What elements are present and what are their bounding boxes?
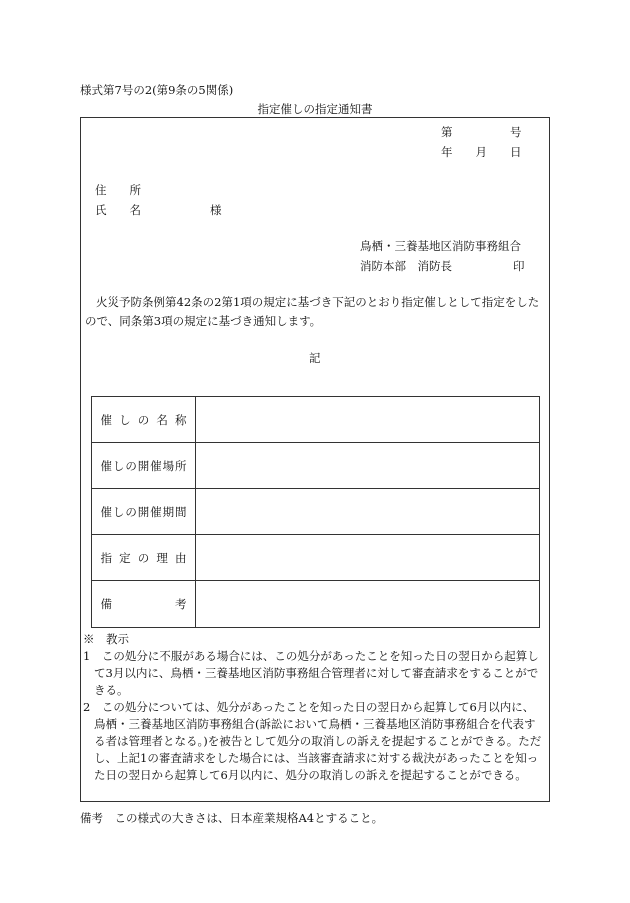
notice-item: 2 この処分については、処分があったことを知った日の翌日から起算して6月以内に、鳥栖・三養基地区消防事務組合(訴訟において鳥栖・三養基地区消防事務組合を代表する者は管理者となる。)を被告として処分の取消しの訴えを提起することができる。ただし、上記1の審査請求をした場合には、当該審査請求に対する裁決があったことを知った日の翌日から起算して6月以内に、処分の取消しの訴えを提起することができる。 xyxy=(83,700,542,782)
body-text: 火災予防条例第42条の2第1項の規定に基づき下記のとおり指定催しとして指定をしたので、同条第3項の規定に基づき通知します。 xyxy=(85,295,540,328)
address-label: 住 所 xyxy=(95,183,141,197)
ki-heading: 記 xyxy=(309,351,321,365)
details-table xyxy=(91,396,540,628)
table-row xyxy=(92,489,539,535)
row-label: 催しの開催期間 xyxy=(100,504,187,519)
issuer-title: 消防本部 消防長 xyxy=(360,259,452,273)
document-title: 指定催しの指定通知書 xyxy=(257,102,373,116)
row-label: 催しの開催場所 xyxy=(100,458,187,473)
table-row xyxy=(92,397,539,443)
table-row xyxy=(92,581,539,627)
number-label: 第 号 xyxy=(441,125,522,139)
date-label: 年 月 日 xyxy=(441,145,522,159)
recipient-name-label: 氏 名 様 xyxy=(95,203,222,217)
row-value xyxy=(196,581,539,627)
row-value xyxy=(196,535,539,580)
row-value xyxy=(196,397,539,442)
table-row xyxy=(92,443,539,489)
notice-heading: ※ 教示 xyxy=(83,632,129,646)
notice-item: 1 この処分に不服がある場合には、この処分があったことを知った日の翌日から起算して3月以内に、鳥栖・三養基地区消防事務組合管理者に対して審査請求をすることができる。 xyxy=(83,649,539,697)
row-value xyxy=(196,443,539,488)
form-reference: 様式第7号の2(第9条の5関係) xyxy=(80,83,234,97)
table-row xyxy=(92,535,539,581)
row-label: 備考 xyxy=(100,597,187,611)
seal-mark: 印 xyxy=(513,259,525,273)
row-label: 催しの名称 xyxy=(100,412,187,427)
issuer-organization: 鳥栖・三養基地区消防事務組合 xyxy=(360,239,521,253)
row-value xyxy=(196,489,539,534)
footer-note: 備考 この様式の大きさは、日本産業規格A4とすること。 xyxy=(80,811,384,825)
row-label: 指定の理由 xyxy=(100,550,187,565)
form-frame xyxy=(80,117,550,802)
